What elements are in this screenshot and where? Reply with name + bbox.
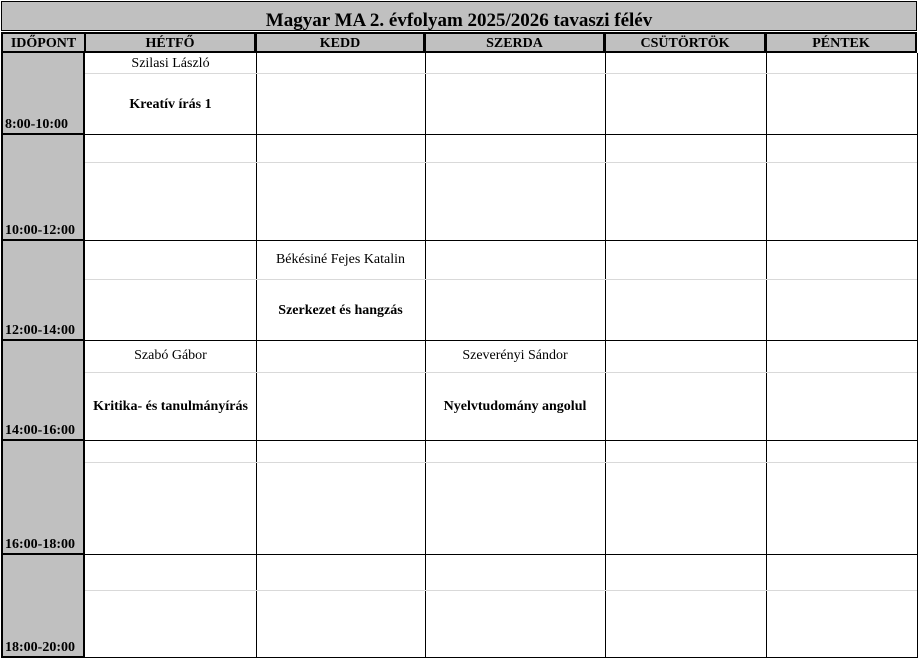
cell-thursday-slot-5: [605, 441, 767, 555]
cell-wednesday-slot-1: [425, 53, 606, 135]
course-name: Nyelvtudomány angolul: [443, 399, 587, 414]
time-label: 16:00-18:00: [5, 537, 75, 552]
cell-friday-slot-3: [766, 241, 918, 341]
cell-tuesday-slot-4: [256, 341, 426, 441]
header-day-tuesday: KEDD: [255, 32, 425, 53]
cell-wednesday-slot-2: [425, 135, 606, 241]
cell-tuesday-slot-2: [256, 135, 426, 241]
cell-monday-slot-3: [85, 241, 257, 341]
time-slot-5: [1, 441, 85, 555]
teacher-name: Szabó Gábor: [134, 348, 207, 363]
teacher-name: Szeverényi Sándor: [462, 348, 568, 363]
time-label: 10:00-12:00: [5, 223, 75, 238]
course-name: Szerkezet és hangzás: [278, 303, 403, 318]
time-label: 12:00-14:00: [5, 323, 75, 338]
time-label: 18:00-20:00: [5, 640, 75, 655]
time-slot-1: [1, 53, 85, 135]
header-time: IDŐPONT: [1, 32, 86, 53]
cell-tuesday-slot-3: [256, 241, 426, 341]
time-label: 8:00-10:00: [5, 117, 68, 132]
cell-wednesday-slot-3: [425, 241, 606, 341]
cell-wednesday-slot-6: [425, 555, 606, 658]
cell-friday-slot-6: [766, 555, 918, 658]
cell-tuesday-slot-1: [256, 53, 426, 135]
cell-thursday-slot-3: [605, 241, 767, 341]
timetable-title: Magyar MA 2. évfolyam 2025/2026 tavaszi félév: [1, 1, 917, 31]
cell-monday-slot-1: [85, 53, 257, 135]
cell-monday-slot-6: [85, 555, 257, 658]
time-slot-3: [1, 241, 85, 341]
cell-friday-slot-5: [766, 441, 918, 555]
teacher-name: Szilasi László: [131, 56, 210, 71]
cell-friday-slot-4: [766, 341, 918, 441]
cell-friday-slot-1: [766, 53, 918, 135]
cell-tuesday-slot-5: [256, 441, 426, 555]
cell-thursday-slot-4: [605, 341, 767, 441]
cell-tuesday-slot-6: [256, 555, 426, 658]
course-name: Kreatív írás 1: [129, 97, 212, 112]
cell-thursday-slot-2: [605, 135, 767, 241]
cell-wednesday-slot-5: [425, 441, 606, 555]
cell-thursday-slot-1: [605, 53, 767, 135]
cell-monday-slot-2: [85, 135, 257, 241]
header-day-thursday: CSÜTÖRTÖK: [604, 32, 766, 53]
teacher-name: Békésiné Fejes Katalin: [275, 252, 406, 267]
cell-monday-slot-5: [85, 441, 257, 555]
header-day-monday: HÉTFŐ: [84, 32, 256, 53]
time-slot-6: [1, 555, 85, 658]
cell-wednesday-slot-4: [425, 341, 606, 441]
header-day-friday: PÉNTEK: [765, 32, 917, 53]
cell-monday-slot-4: [85, 341, 257, 441]
time-label: 14:00-16:00: [5, 423, 75, 438]
course-name: Kritika- és tanulmányírás: [93, 399, 248, 414]
time-slot-4: [1, 341, 85, 441]
cell-friday-slot-2: [766, 135, 918, 241]
header-day-wednesday: SZERDA: [424, 32, 605, 53]
time-slot-2: [1, 135, 85, 241]
cell-thursday-slot-6: [605, 555, 767, 658]
